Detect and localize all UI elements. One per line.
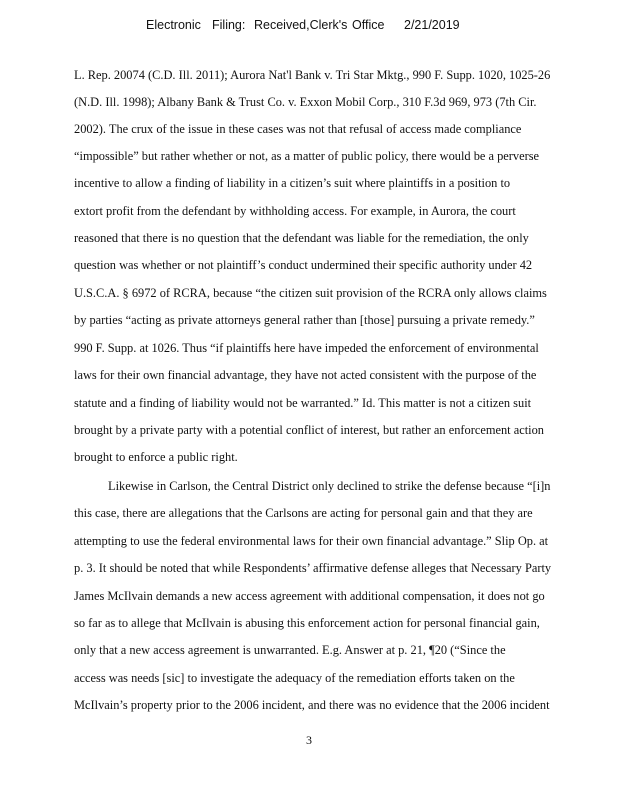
text-line: laws for their own financial advantage, they have not acted consistent with the purpose of the	[74, 368, 537, 382]
text-line: “impossible” but rather whether or not, as a matter of public policy, there would be a perverse	[74, 149, 540, 163]
text-line: attempting to use the federal environmental laws for their own financial advantage.” Slip Op. at	[74, 534, 549, 548]
text-line: brought to enforce a public right.	[74, 450, 238, 464]
text-line: McIlvain’s property prior to the 2006 incident, and there was no evidence that the 2006 incident	[74, 698, 550, 712]
text-line: by parties “acting as private attorneys general rather than [those] pursuing a private remedy.”	[74, 313, 535, 327]
text-line: brought by a private party with a potential conflict of interest, but rather an enforcement action	[74, 423, 544, 437]
text-line: question was whether or not plaintiff’s conduct undermined their specific authority under 42	[74, 258, 533, 272]
text-line: incentive to allow a finding of liability in a citizen’s suit where plaintiffs in a position to	[74, 176, 511, 190]
header-received-clerks: Received,Clerk's	[254, 18, 348, 32]
text-line: so far as to allege that McIlvain is abusing this enforcement action for personal financial gain,	[74, 616, 540, 630]
page-number: 3	[306, 733, 312, 747]
text-line: (N.D. Ill. 1998); Albany Bank & Trust Co. v. Exxon Mobil Corp., 310 F.3d 969, 973 (7th Cir.	[74, 95, 537, 109]
text-line: U.S.C.A. § 6972 of RCRA, because “the citizen suit provision of the RCRA only allows claims	[74, 286, 547, 300]
text-line: 2002). The crux of the issue in these cases was not that refusal of access made compliance	[74, 122, 522, 136]
text-line: reasoned that there is no question that the defendant was liable for the remediation, the only	[74, 231, 529, 245]
text-line: this case, there are allegations that the Carlsons are acting for personal gain and that they are	[74, 506, 533, 520]
header-office: Office	[352, 18, 385, 32]
text-line: p. 3. It should be noted that while Respondents’ affirmative defense alleges that Necessary Party	[74, 561, 552, 575]
text-line: only that a new access agreement is unwarranted. E.g. Answer at p. 21, ¶20 (“Since the	[74, 643, 506, 657]
header-date: 2/21/2019	[404, 18, 460, 32]
text-line: L. Rep. 20074 (C.D. Ill. 2011); Aurora Nat'l Bank v. Tri Star Mktg., 990 F. Supp. 1020, 1025-26	[74, 68, 551, 82]
header-electronic: Electronic	[146, 18, 201, 32]
text-line: access was needs [sic] to investigate the adequacy of the remediation efforts taken on the	[74, 671, 515, 685]
header-filing: Filing:	[212, 18, 246, 32]
text-line: 990 F. Supp. at 1026. Thus “if plaintiffs here have impeded the enforcement of environmental	[74, 341, 539, 355]
text-line: Likewise in Carlson, the Central District only declined to strike the defense because “[i]n	[108, 479, 551, 493]
text-line: extort profit from the defendant by withholding access. For example, in Aurora, the court	[74, 204, 516, 218]
text-line: James McIlvain demands a new access agreement with additional compensation, it does not go	[74, 589, 545, 603]
text-line: statute and a finding of liability would not be warranted.” Id. This matter is not a citizen suit	[74, 396, 532, 410]
